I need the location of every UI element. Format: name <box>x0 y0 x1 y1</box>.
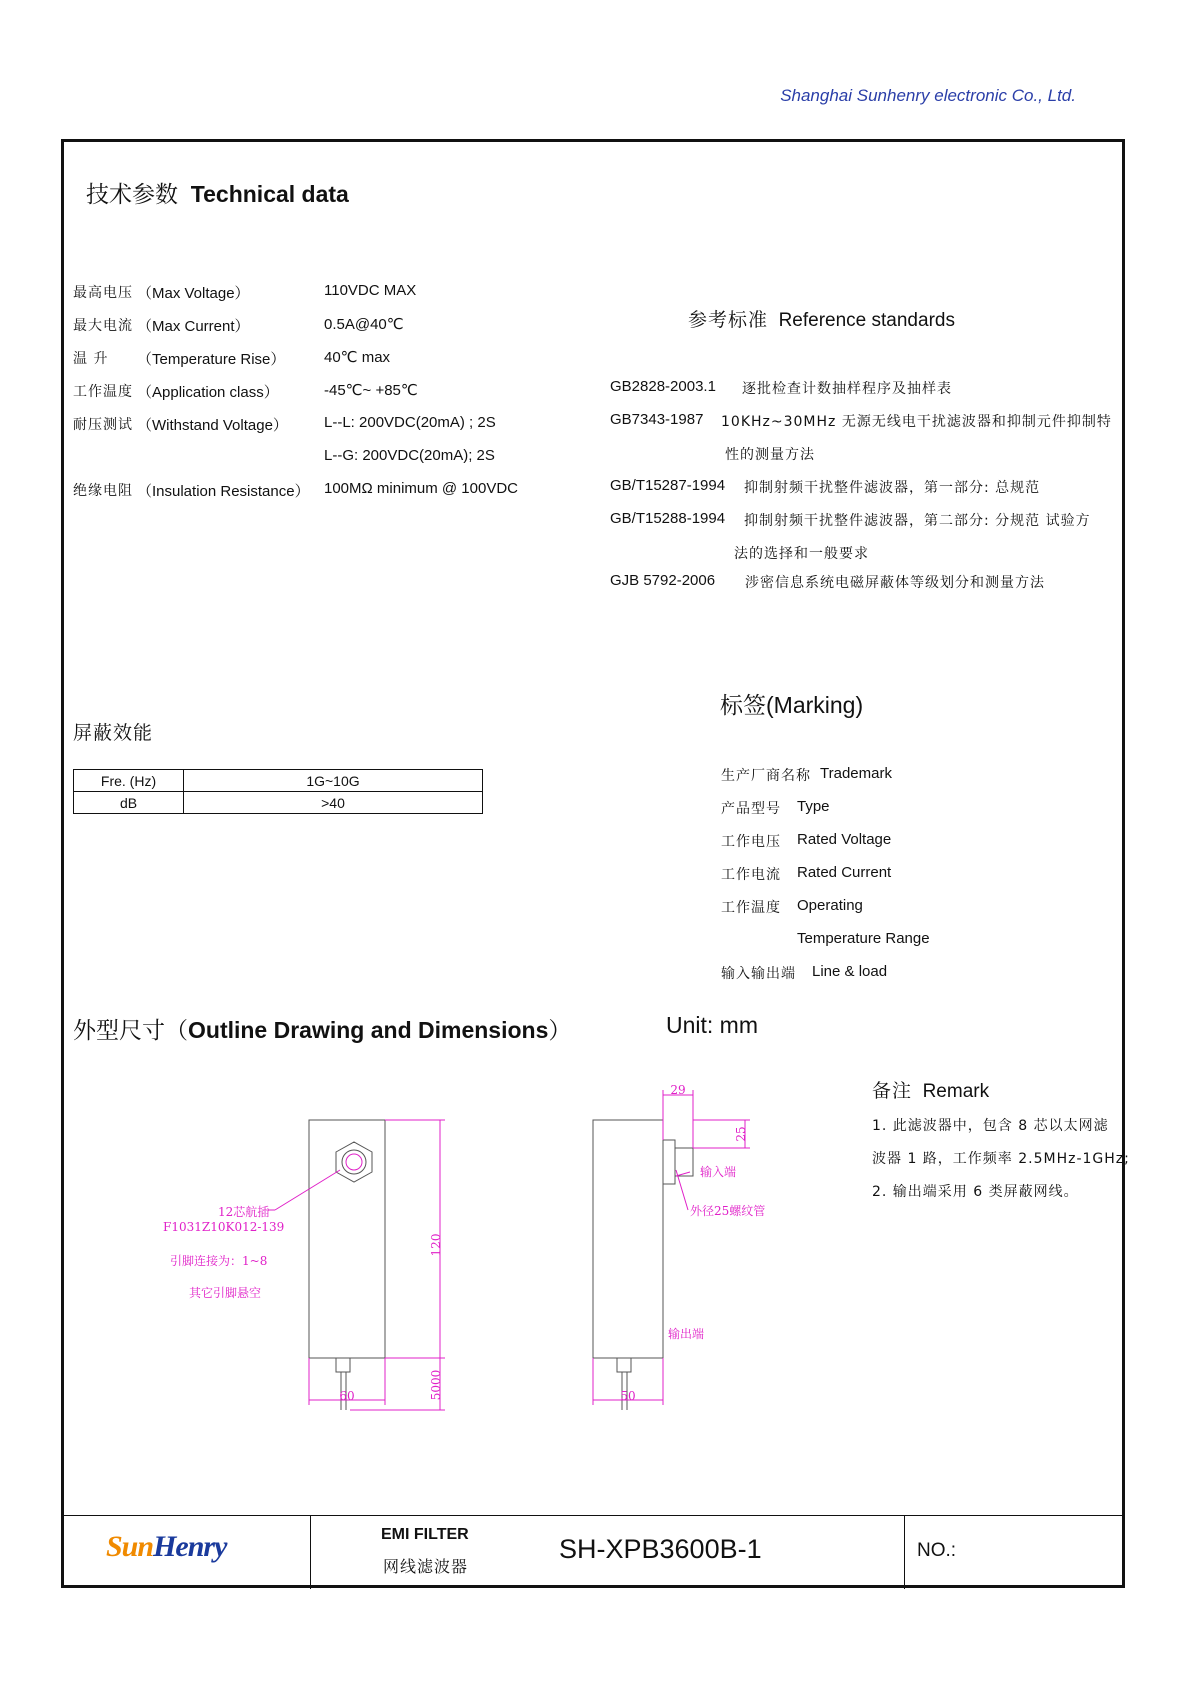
table-cell: >40 <box>184 792 483 814</box>
model-number: SH-XPB3600B-1 <box>559 1534 762 1564</box>
dim-29: 29 <box>670 1083 686 1097</box>
tech-title-cn: 技术参数 <box>86 181 178 207</box>
tech-label-en: （Max Voltage） <box>137 285 250 302</box>
remark-title-cn: 备注 <box>872 1080 913 1102</box>
reference-code: GB2828-2003.1 <box>610 378 716 395</box>
tech-label-en: （Insulation Resistance） <box>137 483 310 500</box>
reference-desc: 抑制射频干扰整件滤波器，第二部分: 分规范 试验方 <box>744 513 1091 529</box>
tech-label-en: （Max Current） <box>137 318 250 335</box>
unit-label: Unit: mm <box>666 1012 758 1038</box>
side-body <box>593 1120 663 1358</box>
remark-line-3: 2. 输出端采用 6 类屏蔽网线。 <box>872 1184 1079 1200</box>
reference-code: GB/T15287-1994 <box>610 477 726 494</box>
front-body <box>309 1120 385 1358</box>
product-en: EMI FILTER <box>381 1526 469 1543</box>
reference-desc: 涉密信息系统电磁屏蔽体等级划分和测量方法 <box>745 575 1045 591</box>
marking-title: 标签(Marking) <box>720 692 864 718</box>
front-connector <box>336 1142 372 1182</box>
note-pins: 引脚连接为：1~8 <box>170 1254 268 1268</box>
marking-label-en: Trademark <box>820 765 892 782</box>
tech-value: -45℃~ +85℃ <box>324 382 418 399</box>
no-label: NO.: <box>917 1540 957 1561</box>
tech-value: 0.5A@40℃ <box>324 316 404 333</box>
tech-label-en: （Temperature Rise） <box>137 351 286 368</box>
reference-code: GB7343-1987 <box>610 411 704 428</box>
outline-title-close: ） <box>548 1017 572 1043</box>
remark-title-en: Remark <box>922 1081 990 1102</box>
tech-value: 110VDC MAX <box>324 282 417 299</box>
tech-value: 40℃ max <box>324 349 391 366</box>
tech-label-en: （Withstand Voltage） <box>137 417 288 434</box>
product-cn: 网线滤波器 <box>383 1557 469 1576</box>
tech-label-cn: 最大电流 <box>73 318 133 334</box>
marking-label-cn: 输入输出端 <box>721 966 796 982</box>
note-input: 输入端 <box>700 1165 737 1179</box>
note-others: 其它引脚悬空 <box>189 1286 262 1300</box>
marking-label-en: Temperature Range <box>797 930 930 947</box>
dim-25: 25 <box>734 1126 748 1142</box>
tech-value: L--G: 200VDC(20mA); 2S <box>324 447 495 464</box>
table-cell: Fre. (Hz) <box>74 770 184 792</box>
marking-label-en: Rated Voltage <box>797 831 892 848</box>
outline-title-cn: 外型尺寸（ <box>73 1018 188 1044</box>
title-block <box>61 1515 1125 1588</box>
outline-title <box>73 1012 571 1045</box>
dim-120: 120 <box>429 1233 443 1257</box>
marking-label-cn: 工作电压 <box>721 834 781 850</box>
table-row <box>74 792 483 814</box>
company-name: Shanghai Sunhenry electronic Co., Ltd. <box>780 86 1076 105</box>
outline-title-en: Outline Drawing and Dimensions <box>188 1017 549 1043</box>
marking-label-en: Rated Current <box>797 864 892 881</box>
reference-desc: 法的选择和一般要求 <box>734 546 869 562</box>
marking-label-cn: 工作电流 <box>721 867 781 883</box>
dim-5000: 5000 <box>429 1369 443 1401</box>
dim-60: 60 <box>339 1389 355 1403</box>
remark-line-1: 1. 此滤波器中，包含 8 芯以太网滤 <box>872 1118 1109 1134</box>
tech-label-en: （Application class） <box>137 384 279 401</box>
marking-label-cn: 生产厂商名称 <box>721 768 811 784</box>
tech-label-cn: 工作温度 <box>73 384 133 400</box>
tech-label-cn: 绝缘电阻 <box>73 483 133 499</box>
marking-label-cn: 工作温度 <box>721 900 781 916</box>
table-cell: 1G~10G <box>184 770 483 792</box>
note-conduit: 外径25螺纹管 <box>690 1204 766 1218</box>
tech-title-en: Technical data <box>190 181 349 207</box>
reference-desc: 10KHz~30MHz 无源无线电干扰滤波器和抑制元件抑制特 <box>721 414 1112 430</box>
reference-code: GJB 5792-2006 <box>610 572 716 589</box>
reference-title-cn: 参考标准 <box>688 309 769 331</box>
note-part-number: F1031Z10K012-139 <box>163 1220 285 1234</box>
marking-label-cn: 产品型号 <box>721 801 781 817</box>
dim-50: 50 <box>620 1389 636 1403</box>
shielding-title: 屏蔽效能 <box>73 722 154 744</box>
remark-line-2: 波器 1 路，工作频率 2.5MHz-1GHz; <box>872 1151 1130 1167</box>
reference-desc: 逐批检查计数抽样程序及抽样表 <box>742 381 952 397</box>
note-connector: 12芯航插 <box>218 1205 270 1219</box>
remark-title <box>872 1076 989 1103</box>
outline-drawing <box>0 1060 800 1420</box>
side-connector <box>663 1140 675 1184</box>
shielding-table <box>73 769 483 814</box>
reference-desc: 抑制射频干扰整件滤波器，第一部分: 总规范 <box>744 480 1041 496</box>
reference-code: GB/T15288-1994 <box>610 510 726 527</box>
tech-value: L--L: 200VDC(20mA) ; 2S <box>324 414 496 431</box>
sunhenry-logo: SunHenry <box>106 1530 227 1563</box>
marking-label-en: Operating <box>797 897 863 914</box>
tech-label-cn: 最高电压 <box>73 285 133 301</box>
reference-desc: 性的测量方法 <box>725 447 815 463</box>
tech-label-cn: 耐压测试 <box>73 417 133 433</box>
tech-title <box>86 176 349 209</box>
tech-label-cn: 温 升 <box>73 351 109 367</box>
marking-label-en: Line & load <box>812 963 888 980</box>
reference-title <box>688 305 955 332</box>
table-cell: dB <box>74 792 184 814</box>
table-row <box>74 770 483 792</box>
note-output: 输出端 <box>668 1327 705 1341</box>
tech-value: 100MΩ minimum @ 100VDC <box>324 480 518 497</box>
marking-label-en: Type <box>797 798 830 815</box>
reference-title-en: Reference standards <box>778 310 955 331</box>
